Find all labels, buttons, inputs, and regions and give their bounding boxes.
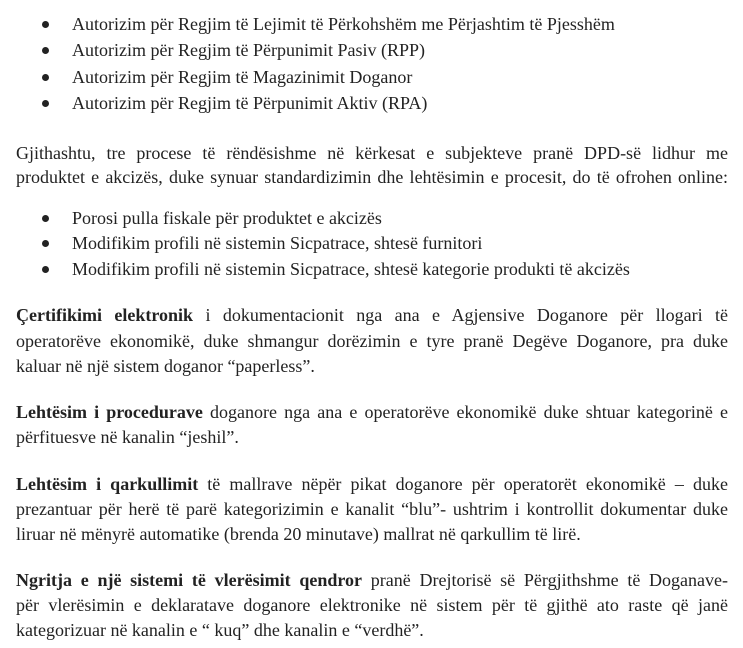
paragraph-line: për vlerësimin e deklaratave doganore elektronike në sistem për të gjithë ato raste që janë — [16, 595, 728, 615]
line-text: të mallrave nëpër pikat doganore për operatorët ekonomikë – duke — [198, 474, 728, 494]
bullet-icon — [42, 47, 49, 54]
paragraph-line — [16, 473, 728, 495]
bold-heading: Lehtësim i qarkullimit — [16, 474, 199, 494]
paragraph-line — [16, 304, 728, 326]
paragraph-line — [16, 569, 728, 591]
paragraph-line: prezantuar për herë të parë kategorizimin e kanalit “blu”- ushtrim i kontrollit dokumentar duke — [16, 499, 728, 519]
line-text: i dokumentacionit nga ana e Agjensive Doganore për llogari të — [193, 305, 728, 325]
bullet-icon — [42, 215, 49, 222]
list-item: Autorizim për Regjim të Lejimit të Përkohshëm me Përjashtim të Pjesshëm — [72, 14, 615, 34]
line-text: doganore nga ana e operatorëve ekonomikë duke shtuar kategorinë e — [202, 402, 728, 422]
list-item: Modifikim profili në sistemin Sicpatrace, shtesë kategorie produkti të akcizës — [72, 259, 630, 279]
list-item: Autorizim për Regjim të Magazinimit Doganor — [72, 67, 413, 87]
paragraph-line: kaluar në një sistem doganor “paperless”. — [16, 356, 315, 376]
bullet-icon — [42, 100, 49, 107]
line-text: pranë Drejtorisë së Përgjithshme të Doganave- — [362, 570, 729, 590]
list-item: Autorizim për Regjim të Përpunimit Pasiv (RPP) — [72, 40, 425, 60]
list-item: Porosi pulla fiskale për produktet e akcizës — [72, 208, 382, 228]
bullet-icon — [42, 74, 49, 81]
list-item: Modifikim profili në sistemin Sicpatrace, shtesë furnitori — [72, 233, 483, 253]
list-item: Autorizim për Regjim të Përpunimit Aktiv (RPA) — [72, 93, 428, 113]
paragraph-line: kategorizuar në kanalin e “ kuq” dhe kanalin e “verdhë”. — [16, 620, 424, 640]
bold-heading: Ngritja e një sistemi të vlerësimit qendror — [16, 570, 363, 590]
bold-heading: Lehtësim i procedurave — [16, 402, 203, 422]
bullet-icon — [42, 21, 49, 28]
bullet-icon — [42, 266, 49, 273]
bold-heading: Çertifikimi elektronik — [16, 305, 194, 325]
bullet-icon — [42, 240, 49, 247]
paragraph-line: produktet e akcizës, duke synuar standardizimin dhe lehtësimin e procesit, do të ofrohen online: — [16, 167, 728, 187]
paragraph-line: përfituesve në kanalin “jeshil”. — [16, 427, 239, 447]
paragraph-line: Gjithashtu, tre procese të rëndësishme në kërkesat e subjekteve pranë DPD-së lidhur me — [16, 143, 728, 163]
paragraph-line: liruar në mënyrë automatike (brenda 20 minutave) mallrat në qarkullim të lirë. — [16, 524, 581, 544]
paragraph-line: operatorëve ekonomikë, duke shmangur dorëzimin e tyre pranë Degëve Doganore, pra duke — [16, 331, 728, 351]
paragraph-line — [16, 401, 728, 423]
